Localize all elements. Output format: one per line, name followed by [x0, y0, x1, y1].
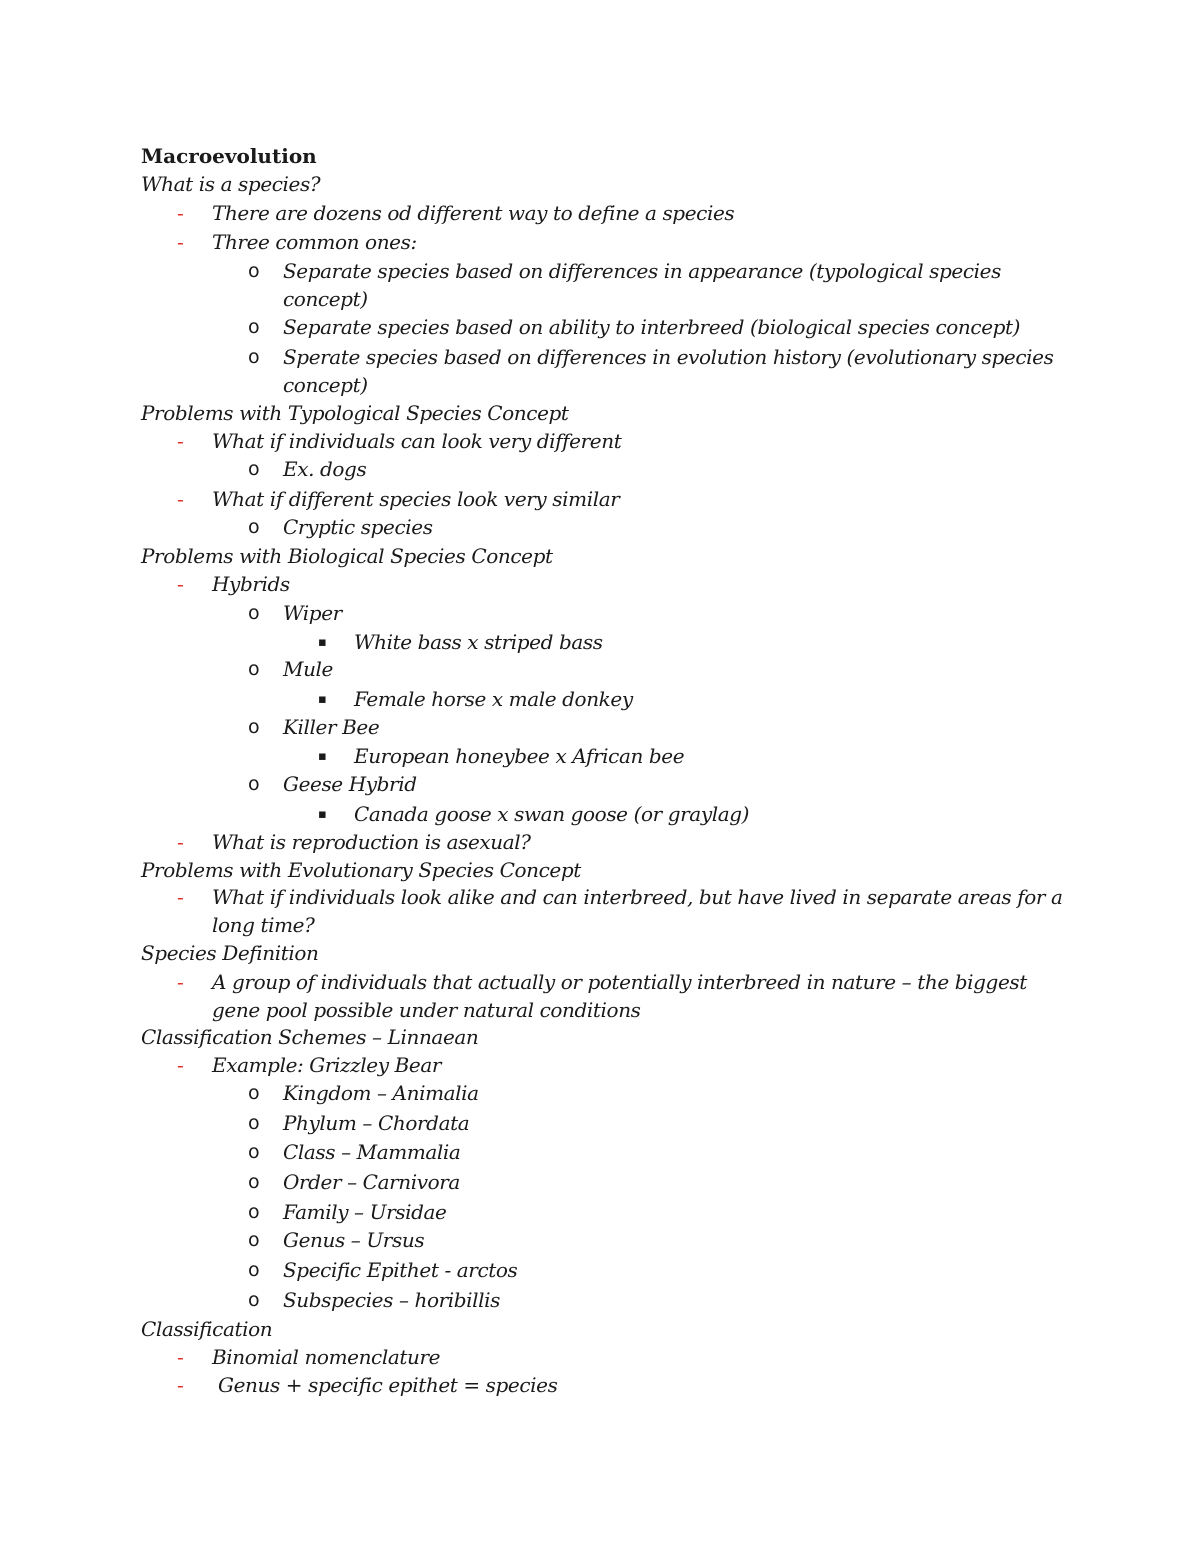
list-item: Wiper — [283, 601, 342, 625]
list-item: Example: Grizzley Bear — [212, 1053, 442, 1077]
circle-bullet: o — [248, 773, 260, 795]
section-heading: What is a species? — [141, 172, 321, 196]
list-item: What if different species look very similar — [212, 487, 620, 511]
list-item: Female horse x male donkey — [354, 687, 633, 711]
list-item: Genus – Ursus — [283, 1228, 425, 1252]
circle-bullet: o — [248, 1259, 260, 1281]
dash-bullet: - — [177, 1373, 184, 1397]
dash-bullet: - — [177, 201, 184, 225]
square-bullet: ▪ — [318, 807, 327, 822]
circle-bullet: o — [248, 1201, 260, 1223]
list-item: Separate species based on differences in appearance (typological species — [283, 259, 1001, 283]
section-heading: Classification — [141, 1317, 273, 1341]
square-bullet: ▪ — [318, 749, 327, 764]
section-heading: Problems with Evolutionary Species Concept — [141, 858, 581, 882]
list-item: Ex. dogs — [283, 457, 367, 481]
list-item: Order – Carnivora — [283, 1170, 460, 1194]
circle-bullet: o — [248, 516, 260, 538]
section-heading: Species Definition — [141, 941, 319, 965]
dash-bullet: - — [177, 487, 184, 511]
list-item: Phylum – Chordata — [283, 1111, 470, 1135]
list-item: Geese Hybrid — [283, 772, 417, 796]
list-item-continuation: concept) — [283, 373, 368, 397]
list-item: Class – Mammalia — [283, 1140, 461, 1164]
dash-bullet: - — [177, 230, 184, 254]
list-item: Genus + specific epithet = species — [218, 1373, 558, 1397]
circle-bullet: o — [248, 1082, 260, 1104]
list-item: What if individuals can look very different — [212, 429, 622, 453]
dash-bullet: - — [177, 970, 184, 994]
list-item: What if individuals look alike and can interbreed, but have lived in separate areas for a — [212, 885, 1063, 909]
list-item: Hybrids — [212, 572, 290, 596]
list-item: Specific Epithet - arctos — [283, 1258, 518, 1282]
list-item: Separate species based on ability to interbreed (biological species concept) — [283, 315, 1021, 339]
list-item-continuation: long time? — [212, 913, 315, 937]
list-item: White bass x striped bass — [354, 630, 603, 654]
list-item: What is reproduction is asexual? — [212, 830, 531, 854]
list-item: Kingdom – Animalia — [283, 1081, 479, 1105]
dash-bullet: - — [177, 1345, 184, 1369]
circle-bullet: o — [248, 1141, 260, 1163]
dash-bullet: - — [177, 1053, 184, 1077]
list-item: Mule — [283, 657, 333, 681]
document-title: Macroevolution — [141, 144, 317, 168]
circle-bullet: o — [248, 1171, 260, 1193]
square-bullet: ▪ — [318, 635, 327, 650]
dash-bullet: - — [177, 830, 184, 854]
dash-bullet: - — [177, 572, 184, 596]
circle-bullet: o — [248, 1229, 260, 1251]
list-item: A group of individuals that actually or potentially interbreed in nature – the biggest — [212, 970, 1027, 994]
section-heading: Problems with Typological Species Concept — [141, 401, 569, 425]
list-item-continuation: gene pool possible under natural conditions — [212, 998, 641, 1022]
list-item: Binomial nomenclature — [212, 1345, 441, 1369]
circle-bullet: o — [248, 1112, 260, 1134]
circle-bullet: o — [248, 260, 260, 282]
dash-bullet: - — [177, 885, 184, 909]
list-item-continuation: concept) — [283, 287, 368, 311]
circle-bullet: o — [248, 458, 260, 480]
section-heading: Problems with Biological Species Concept — [141, 544, 553, 568]
list-item: Canada goose x swan goose (or graylag) — [354, 802, 750, 826]
circle-bullet: o — [248, 716, 260, 738]
list-item: Cryptic species — [283, 515, 433, 539]
list-item: Killer Bee — [283, 715, 380, 739]
circle-bullet: o — [248, 1289, 260, 1311]
list-item: Family – Ursidae — [283, 1200, 447, 1224]
dash-bullet: - — [177, 429, 184, 453]
list-item: Sperate species based on differences in evolution history (evolutionary species — [283, 345, 1054, 369]
list-item: Three common ones: — [212, 230, 417, 254]
circle-bullet: o — [248, 658, 260, 680]
circle-bullet: o — [248, 602, 260, 624]
list-item: There are dozens od different way to define a species — [212, 201, 735, 225]
list-item: Subspecies – horibillis — [283, 1288, 501, 1312]
square-bullet: ▪ — [318, 692, 327, 707]
section-heading: Classification Schemes – Linnaean — [141, 1025, 479, 1049]
list-item: European honeybee x African bee — [354, 744, 685, 768]
circle-bullet: o — [248, 316, 260, 338]
circle-bullet: o — [248, 346, 260, 368]
